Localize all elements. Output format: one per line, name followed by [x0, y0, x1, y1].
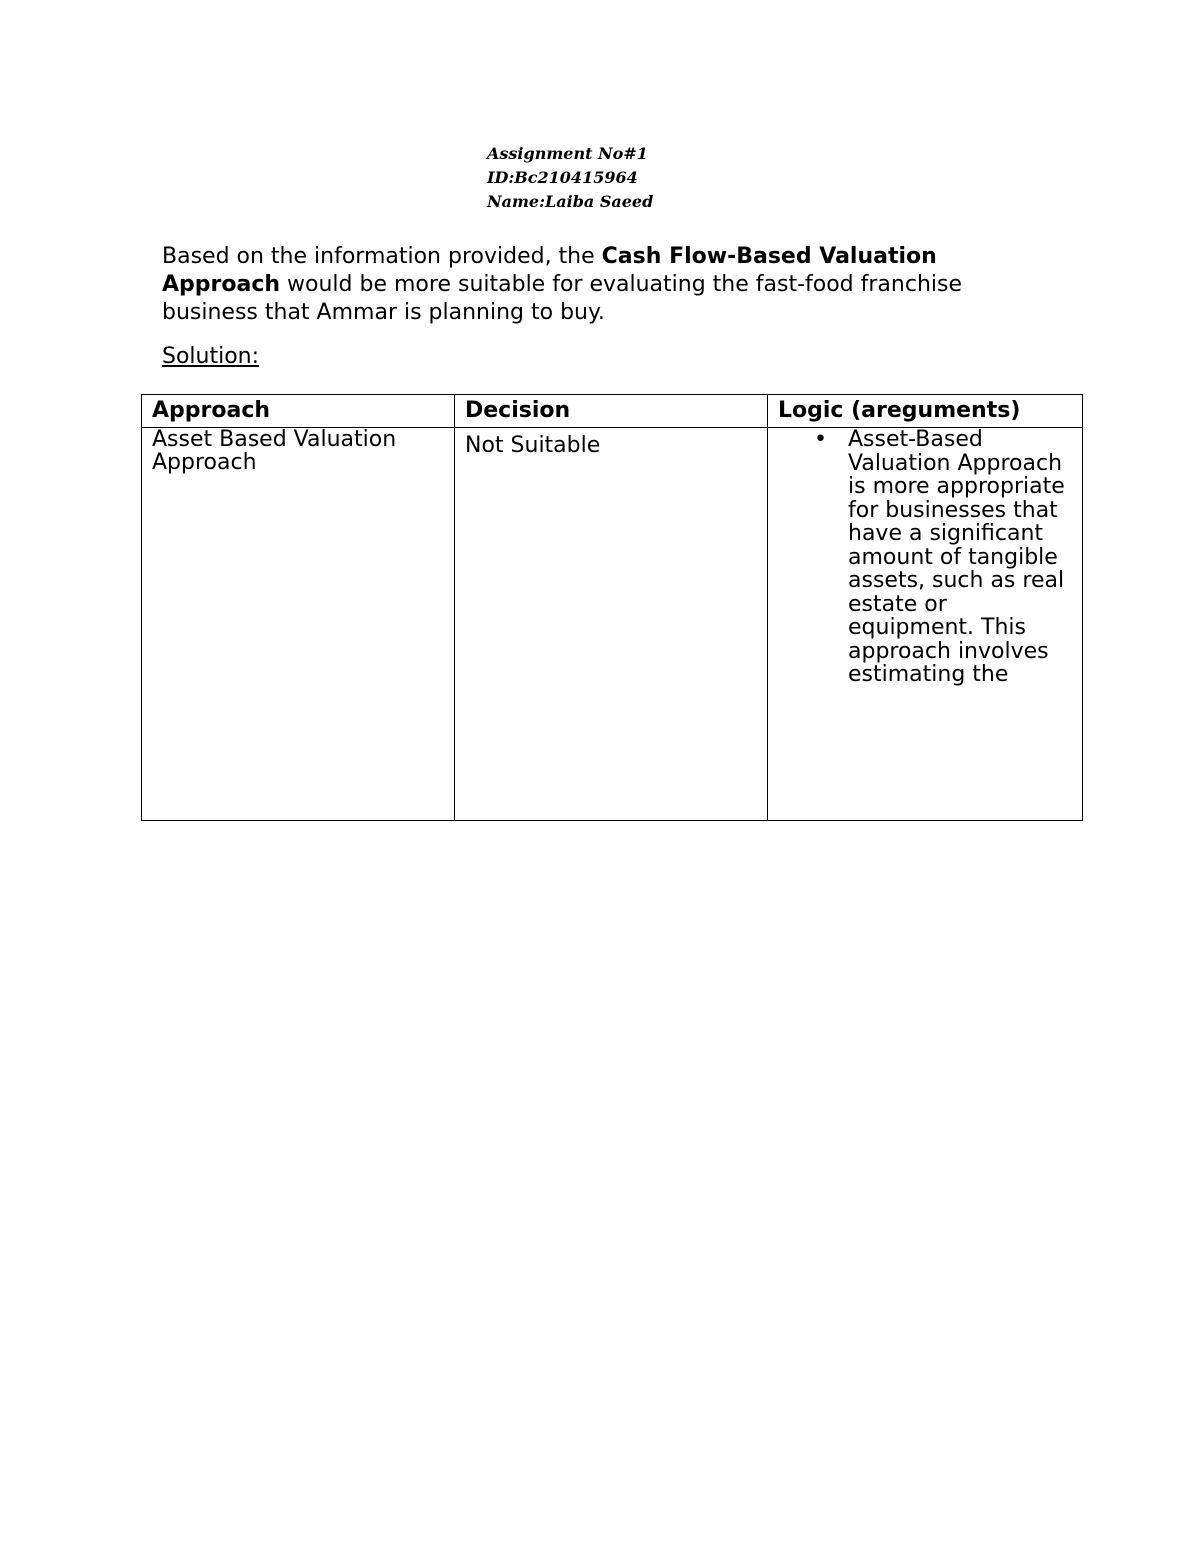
header-logic: Logic (areguments) — [768, 395, 1083, 428]
header-decision: Decision — [455, 395, 768, 428]
intro-prefix: Based on the information provided, the — [162, 244, 602, 269]
logic-bullet-text: Asset-Based Valuation Approach is more appropriate for businesses that have a significant amount of tangible assets, such as real estate or equipment. This approach involves estimating the — [848, 427, 1065, 687]
intro-bold-approach: Cash Flow-Based Valuation Approach — [162, 244, 937, 297]
assignment-number: Assignment No#1 — [487, 144, 648, 163]
table-row — [142, 428, 1083, 821]
intro-paragraph — [162, 243, 1062, 327]
cell-decision: Not Suitable — [455, 428, 768, 821]
bullet-icon: • — [814, 427, 827, 452]
intro-suffix: would be more suitable for evaluating the fast-food franchise business that Ammar is planning to buy. — [162, 272, 963, 325]
document-header — [487, 142, 653, 214]
cell-logic — [768, 428, 1083, 821]
student-id: ID:Bc210415964 — [487, 168, 638, 187]
student-name: Name:Laiba Saeed — [487, 192, 654, 211]
header-approach: Approach — [142, 395, 455, 428]
solution-label: Solution: — [162, 344, 260, 369]
table-header-row — [142, 395, 1083, 428]
approach-table — [141, 394, 1083, 821]
logic-bullet-list — [778, 428, 1072, 687]
cell-approach: Asset Based Valuation Approach — [142, 428, 455, 821]
